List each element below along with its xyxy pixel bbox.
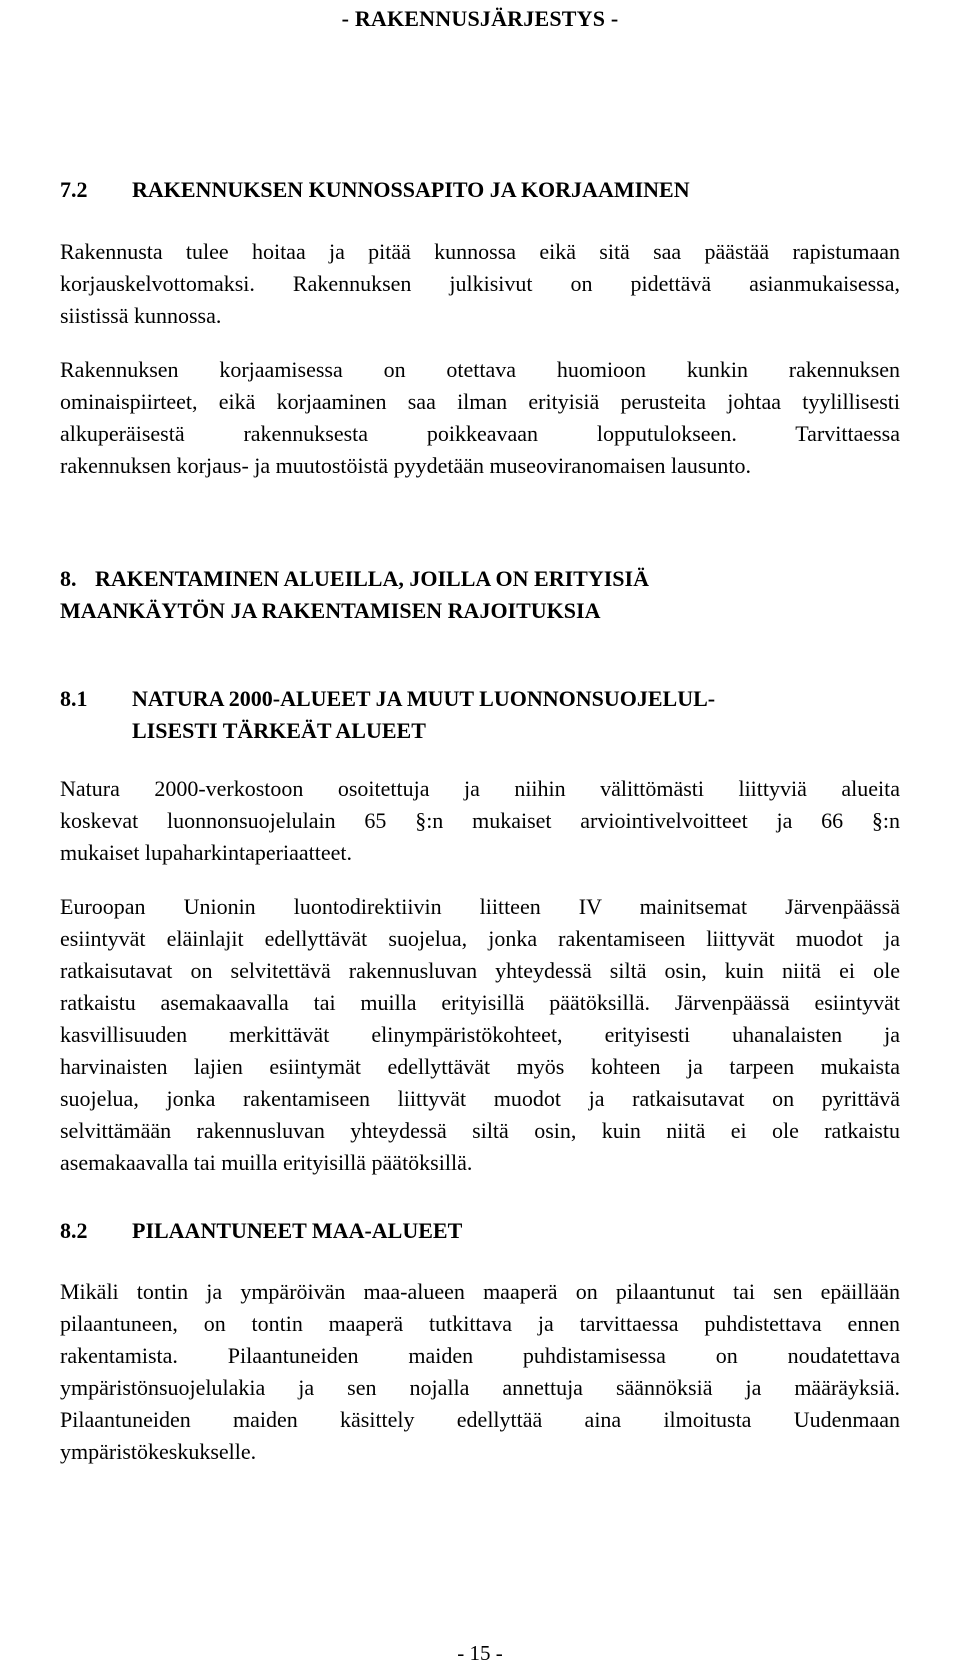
- section-title-line: LISESTI TÄRKEÄT ALUEET: [132, 718, 426, 743]
- text-line: Natura 2000-verkostoon osoitettuja ja niihin välittömästi liittyviä alueita: [60, 776, 900, 801]
- text-line: harvinaisten lajien esiintymät edellyttävät myös kohteen ja tarpeen mukaista: [60, 1054, 900, 1079]
- paragraph-8-2-1: [60, 1276, 900, 1468]
- text-line: Euroopan Unionin luontodirektiivin liitteen IV mainitsemat Järvenpäässä: [60, 894, 900, 919]
- text-line: ympäristönsuojelulakia ja sen nojalla annettuja säännöksiä ja määräyksiä.: [60, 1375, 900, 1400]
- section-heading-7-2: [60, 174, 690, 206]
- section-number: 8.: [60, 566, 77, 591]
- paragraph-7-2-2: [60, 354, 900, 482]
- section-heading-8-title: [60, 563, 649, 627]
- text-line: koskevat luonnonsuojelulain 65 §:n mukaiset arviointivelvoitteet ja 66 §:n: [60, 808, 900, 833]
- text-line: esiintyvät eläinlajit edellyttävät suojelua, jonka rakentamiseen liittyvät muodot ja: [60, 926, 900, 951]
- text-line: selvittämään rakennusluvan yhteydessä siltä osin, kuin niitä ei ole ratkaistu: [60, 1118, 900, 1143]
- section-number: 7.2: [60, 177, 88, 202]
- section-title-line: NATURA 2000-ALUEET JA MUUT LUONNONSUOJELUL-: [132, 686, 716, 711]
- text-line: alkuperäisestä rakennuksesta poikkeavaan lopputulokseen. Tarvittaessa: [60, 421, 900, 446]
- text-line: ratkaisutavat on selvitettävä rakennusluvan yhteydessä siltä osin, kuin niitä ei ole: [60, 958, 900, 983]
- text-line: ominaispiirteet, eikä korjaaminen saa ilman erityisiä perusteita johtaa tyylillisesti: [60, 389, 900, 414]
- text-line: Rakennusta tulee hoitaa ja pitää kunnossa eikä sitä saa päästää rapistumaan: [60, 239, 900, 264]
- running-header: - RAKENNUSJÄRJESTYS -: [341, 6, 619, 31]
- page-number: - 15 -: [457, 1641, 503, 1665]
- text-line: asemakaavalla tai muilla erityisillä päätöksillä.: [60, 1150, 473, 1175]
- text-line: siistissä kunnossa.: [60, 303, 222, 328]
- text-line: ratkaistu asemakaavalla tai muilla erityisillä päätöksillä. Järvenpäässä esiintyvät: [60, 990, 900, 1015]
- text-line: suojelua, jonka rakentamiseen liittyvät muodot ja ratkaisutavat on pyrittävä: [60, 1086, 900, 1111]
- section-title: RAKENNUKSEN KUNNOSSAPITO JA KORJAAMINEN: [132, 177, 690, 202]
- paragraph-8-1-1: [60, 773, 900, 869]
- paragraph-8-1-2: [60, 891, 900, 1179]
- paragraph-7-2-1: [60, 236, 900, 332]
- section-title: PILAANTUNEET MAA-ALUEET: [132, 1218, 463, 1243]
- section-number: 8.2: [60, 1218, 88, 1243]
- text-line: kasvillisuuden merkittävät elinympäristökohteet, erityisesti uhanalaisten ja: [60, 1022, 900, 1047]
- text-line: rakentamista. Pilaantuneiden maiden puhdistamisessa on noudatettava: [60, 1343, 900, 1368]
- text-line: ympäristökeskukselle.: [60, 1439, 257, 1464]
- text-line: korjauskelvottomaksi. Rakennuksen julkisivut on pidettävä asianmukaisessa,: [60, 271, 900, 296]
- text-line: rakennuksen korjaus- ja muutostöistä pyydetään museoviranomaisen lausunto.: [60, 453, 752, 478]
- text-line: Mikäli tontin ja ympäröivän maa-alueen maaperä on pilaantunut tai sen epäillään: [60, 1279, 900, 1304]
- text-line: pilaantuneen, on tontin maaperä tutkittava ja tarvittaessa puhdistettava ennen: [60, 1311, 900, 1336]
- section-heading-8-2: [60, 1215, 462, 1247]
- section-title-line: RAKENTAMINEN ALUEILLA, JOILLA ON ERITYISIÄ: [95, 566, 649, 591]
- section-title-line: MAANKÄYTÖN JA RAKENTAMISEN RAJOITUKSIA: [60, 598, 601, 623]
- text-line: Pilaantuneiden maiden käsittely edellyttää aina ilmoitusta Uudenmaan: [60, 1407, 900, 1432]
- section-heading-8-1: [60, 683, 715, 747]
- section-number: 8.1: [60, 686, 88, 711]
- text-line: Rakennuksen korjaamisessa on otettava huomioon kunkin rakennuksen: [60, 357, 900, 382]
- text-line: mukaiset lupaharkintaperiaatteet.: [60, 840, 352, 865]
